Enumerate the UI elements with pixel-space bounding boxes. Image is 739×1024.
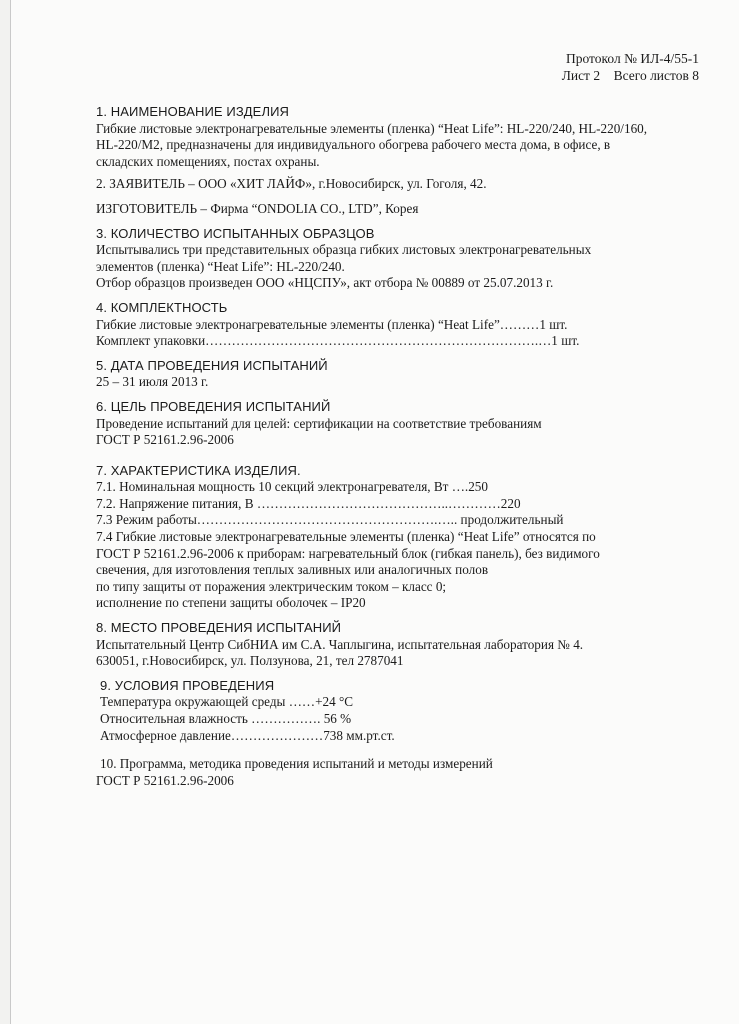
section-line: Температура окружающей среды ……+24 °С [100, 694, 354, 710]
section-line: Отбор образцов произведен ООО «НЦСПУ», акт отбора № 00889 от 25.07.2013 г. [96, 275, 554, 291]
section-heading: 7. ХАРАКТЕРИСТИКА ИЗДЕЛИЯ. [96, 462, 301, 478]
scan-left-margin [0, 0, 10, 1024]
section-line: HL-220/M2, предназначены для индивидуального обогрева рабочего места дома, в офисе, в [96, 137, 611, 153]
section-line: ГОСТ Р 52161.2.96-2006 [96, 432, 234, 448]
section-test-purpose [96, 399, 696, 449]
section-line: Атмосферное давление…………………738 мм.рт.ст. [100, 727, 395, 743]
section-line: 630051, г.Новосибирск, ул. Ползунова, 21, тел 2787041 [96, 653, 404, 669]
section-test-program [96, 756, 696, 789]
section-line: 7.4 Гибкие листовые электронагревательные элементы (пленка) “Heat Life” относятся по [96, 529, 596, 545]
section-line: Испытывались три представительных образца гибких листовых электронагревательных [96, 242, 592, 258]
section-heading: 8. МЕСТО ПРОВЕДЕНИЯ ИСПЫТАНИЙ [96, 620, 342, 636]
sheet-count: Лист 2 Всего листов 8 [561, 68, 699, 83]
section-line: 7.3 Режим работы……………………………………………….….. продолжительный [96, 512, 564, 528]
section-characteristics [96, 463, 696, 612]
section-completeness [96, 300, 696, 350]
section-line: 25 – 31 июля 2013 г. [96, 374, 209, 390]
section-line: ГОСТ Р 52161.2.96-2006 к приборам: нагревательный блок (гибкая панель), без видимого [96, 545, 600, 561]
applicant-line: 2. ЗАЯВИТЕЛЬ – ООО «ХИТ ЛАЙФ», г.Новосибирск, ул. Гоголя, 42. [96, 176, 487, 192]
protocol-header [562, 50, 699, 84]
section-line: Испытательный Центр СибНИА им С.А. Чаплыгина, испытательная лаборатория № 4. [96, 636, 584, 652]
document-body [96, 104, 696, 797]
section-line: по типу защиты от поражения электрическим током – класс 0; [96, 578, 447, 594]
section-product-name [96, 104, 696, 170]
section-heading: 6. ЦЕЛЬ ПРОВЕДЕНИЯ ИСПЫТАНИЙ [96, 398, 331, 414]
section-test-location [96, 620, 696, 670]
section-heading: 1. НАИМЕНОВАНИЕ ИЗДЕЛИЯ [96, 104, 290, 119]
section-heading: 3. КОЛИЧЕСТВО ИСПЫТАННЫХ ОБРАЗЦОВ [96, 225, 375, 241]
manufacturer-line: ИЗГОТОВИТЕЛЬ – Фирма “ONDOLIA CO., LTD”, Корея [96, 200, 419, 216]
scan-sheet-edge [10, 0, 11, 1024]
section-line: Относительная влажность ……………. 56 % [100, 711, 352, 726]
section-line: Гибкие листовые электронагревательные элементы (пленка) “Heat Life”………1 шт. [96, 316, 568, 332]
protocol-number: Протокол № ИЛ-4/55-1 [565, 51, 699, 66]
section-heading: 5. ДАТА ПРОВЕДЕНИЯ ИСПЫТАНИЙ [96, 357, 328, 373]
section-test-conditions [96, 678, 696, 744]
section-line: ГОСТ Р 52161.2.96-2006 [96, 772, 234, 788]
section-line: Проведение испытаний для целей: сертификации на соответствие требованиям [96, 415, 542, 431]
section-line: 7.2. Напряжение питания, В ……………………………………..…………220 [96, 495, 521, 511]
section-line: свечения, для изготовления теплых заливных или аналогичных полов [96, 562, 489, 578]
section-test-date [96, 358, 696, 391]
section-applicant [96, 176, 696, 217]
section-line: складских помещениях, постах охраны. [96, 153, 320, 169]
section-line: элементов (пленка) “Heat Life”: HL-220/240. [96, 258, 345, 274]
section-line: Комплект упаковки………………………………………………………………….…1 шт. [96, 333, 580, 349]
section-line: исполнение по степени защиты оболочек – IP20 [96, 595, 366, 611]
section-heading: 4. КОМПЛЕКТНОСТЬ [96, 299, 228, 315]
section-line: Гибкие листовые электронагревательные элементы (пленка) “Heat Life”: HL-220/240, HL-220/160, [96, 120, 648, 136]
section-line: 7.1. Номинальная мощность 10 секций электронагревателя, Вт ….250 [96, 479, 488, 495]
section-heading: 9. УСЛОВИЯ ПРОВЕДЕНИЯ [100, 677, 275, 693]
section-samples [96, 226, 696, 292]
section-heading: 10. Программа, методика проведения испытаний и методы измерений [100, 756, 493, 772]
